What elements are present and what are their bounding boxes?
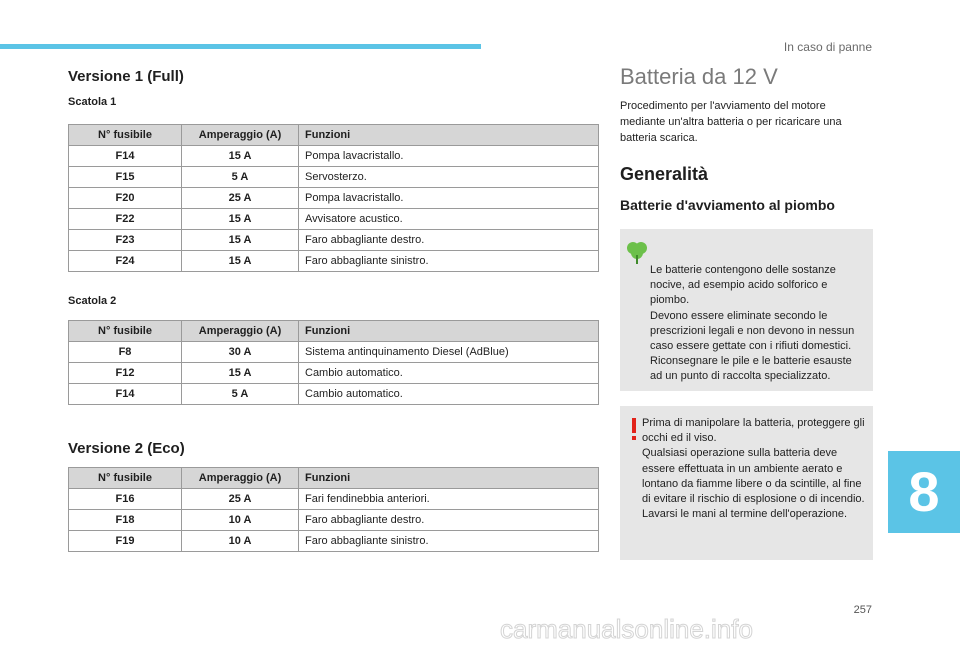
table-row	[69, 342, 599, 363]
fuse-table-box2	[68, 320, 599, 405]
watermark-logo	[500, 614, 920, 644]
column-header-fuse: N° fusibile	[69, 125, 182, 146]
warning-exclamation-icon	[630, 416, 638, 442]
amperage-cell: 30 A	[182, 342, 299, 363]
environment-note-line-1: Le batterie contengono delle sostanze nocive, ad esempio acido solforico e piombo.	[650, 264, 836, 307]
table-row	[69, 489, 599, 510]
function-cell: Sistema antinquinamento Diesel (AdBlue)	[299, 342, 599, 363]
chapter-tab	[888, 451, 960, 533]
amperage-cell: 15 A	[182, 209, 299, 230]
section-header: In caso di panne	[783, 40, 872, 54]
top-accent-bar	[0, 44, 481, 49]
environment-note	[620, 229, 873, 391]
battery-intro: Procedimento per l'avviamento del motore mediante un'altra batteria o per ricaricare una batteria scarica.	[620, 100, 842, 144]
amperage-cell: 5 A	[182, 167, 299, 188]
environment-note-text	[650, 263, 867, 385]
function-cell: Cambio automatico.	[299, 363, 599, 384]
warning-note	[620, 406, 873, 560]
table-row	[69, 230, 599, 251]
table-header-row	[69, 468, 599, 489]
column-header-amperage: Amperaggio (A)	[182, 321, 299, 342]
function-cell: Servosterzo.	[299, 167, 599, 188]
environment-note-line-3: Riconsegnare le pile e le batterie esauste ad un punto di raccolta specializzato.	[650, 355, 852, 383]
function-cell: Faro abbagliante sinistro.	[299, 531, 599, 552]
column-header-functions: Funzioni	[299, 468, 599, 489]
version1-title: Versione 1 (Full)	[68, 68, 184, 85]
column-header-amperage: Amperaggio (A)	[182, 125, 299, 146]
amperage-cell: 15 A	[182, 146, 299, 167]
function-cell: Faro abbagliante destro.	[299, 230, 599, 251]
box2-title: Scatola 2	[68, 295, 117, 307]
table-row	[69, 251, 599, 272]
column-header-functions: Funzioni	[299, 125, 599, 146]
fuse-number-cell: F15	[69, 167, 182, 188]
amperage-cell: 10 A	[182, 531, 299, 552]
box1-title: Scatola 1	[68, 96, 117, 108]
column-header-fuse: N° fusibile	[69, 468, 182, 489]
fuse-number-cell: F22	[69, 209, 182, 230]
table-row	[69, 510, 599, 531]
chapter-number: 8	[908, 460, 940, 523]
version2-title: Versione 2 (Eco)	[68, 440, 185, 457]
fuse-table-box1	[68, 124, 599, 272]
fuse-number-cell: F18	[69, 510, 182, 531]
warning-note-line-3: Lavarsi le mani al termine dell'operazione.	[642, 508, 848, 521]
amperage-cell: 25 A	[182, 489, 299, 510]
fuse-number-cell: F16	[69, 489, 182, 510]
function-cell: Fari fendinebbia anteriori.	[299, 489, 599, 510]
table-row	[69, 167, 599, 188]
fuse-number-cell: F23	[69, 230, 182, 251]
amperage-cell: 25 A	[182, 188, 299, 209]
fuse-number-cell: F24	[69, 251, 182, 272]
svg-text:carmanualsonline.info: carmanualsonline.info	[500, 614, 753, 644]
page-number: 257	[853, 604, 872, 616]
function-cell: Pompa lavacristallo.	[299, 188, 599, 209]
table-row	[69, 146, 599, 167]
fuse-number-cell: F8	[69, 342, 182, 363]
fuse-table-eco	[68, 467, 599, 552]
environment-note-line-2: Devono essere eliminate secondo le prescrizioni legali e non devono in nessun caso essere gettate con i rifiuti domestici.	[650, 309, 855, 353]
column-header-fuse: N° fusibile	[69, 321, 182, 342]
general-heading: Generalità	[620, 164, 709, 184]
lead-battery-subheading: Batterie d'avviamento al piombo	[620, 197, 835, 213]
column-header-amperage: Amperaggio (A)	[182, 468, 299, 489]
amperage-cell: 10 A	[182, 510, 299, 531]
amperage-cell: 15 A	[182, 363, 299, 384]
table-row	[69, 188, 599, 209]
fuse-number-cell: F14	[69, 146, 182, 167]
function-cell: Faro abbagliante sinistro.	[299, 251, 599, 272]
function-cell: Faro abbagliante destro.	[299, 510, 599, 531]
fuse-number-cell: F19	[69, 531, 182, 552]
warning-note-text	[642, 416, 867, 522]
amperage-cell: 15 A	[182, 251, 299, 272]
function-cell: Cambio automatico.	[299, 384, 599, 405]
eco-tree-icon	[626, 239, 648, 265]
fuse-number-cell: F12	[69, 363, 182, 384]
table-header-row	[69, 321, 599, 342]
table-row	[69, 384, 599, 405]
amperage-cell: 15 A	[182, 230, 299, 251]
fuse-number-cell: F20	[69, 188, 182, 209]
column-header-functions: Funzioni	[299, 321, 599, 342]
table-header-row	[69, 125, 599, 146]
function-cell: Avvisatore acustico.	[299, 209, 599, 230]
table-row	[69, 531, 599, 552]
table-row	[69, 209, 599, 230]
battery-title: Batteria da 12 V	[620, 64, 778, 89]
warning-note-line-1: Prima di manipolare la batteria, proteggere gli occhi ed il viso.	[642, 417, 865, 445]
table-row	[69, 363, 599, 384]
warning-note-line-2: Qualsiasi operazione sulla batteria deve essere effettuata in un ambiente aerato e lontano da fiamme libere o da scintille, al fine di evitare il rischio di esplosione o di incendio.	[642, 447, 865, 506]
function-cell: Pompa lavacristallo.	[299, 146, 599, 167]
amperage-cell: 5 A	[182, 384, 299, 405]
fuse-number-cell: F14	[69, 384, 182, 405]
